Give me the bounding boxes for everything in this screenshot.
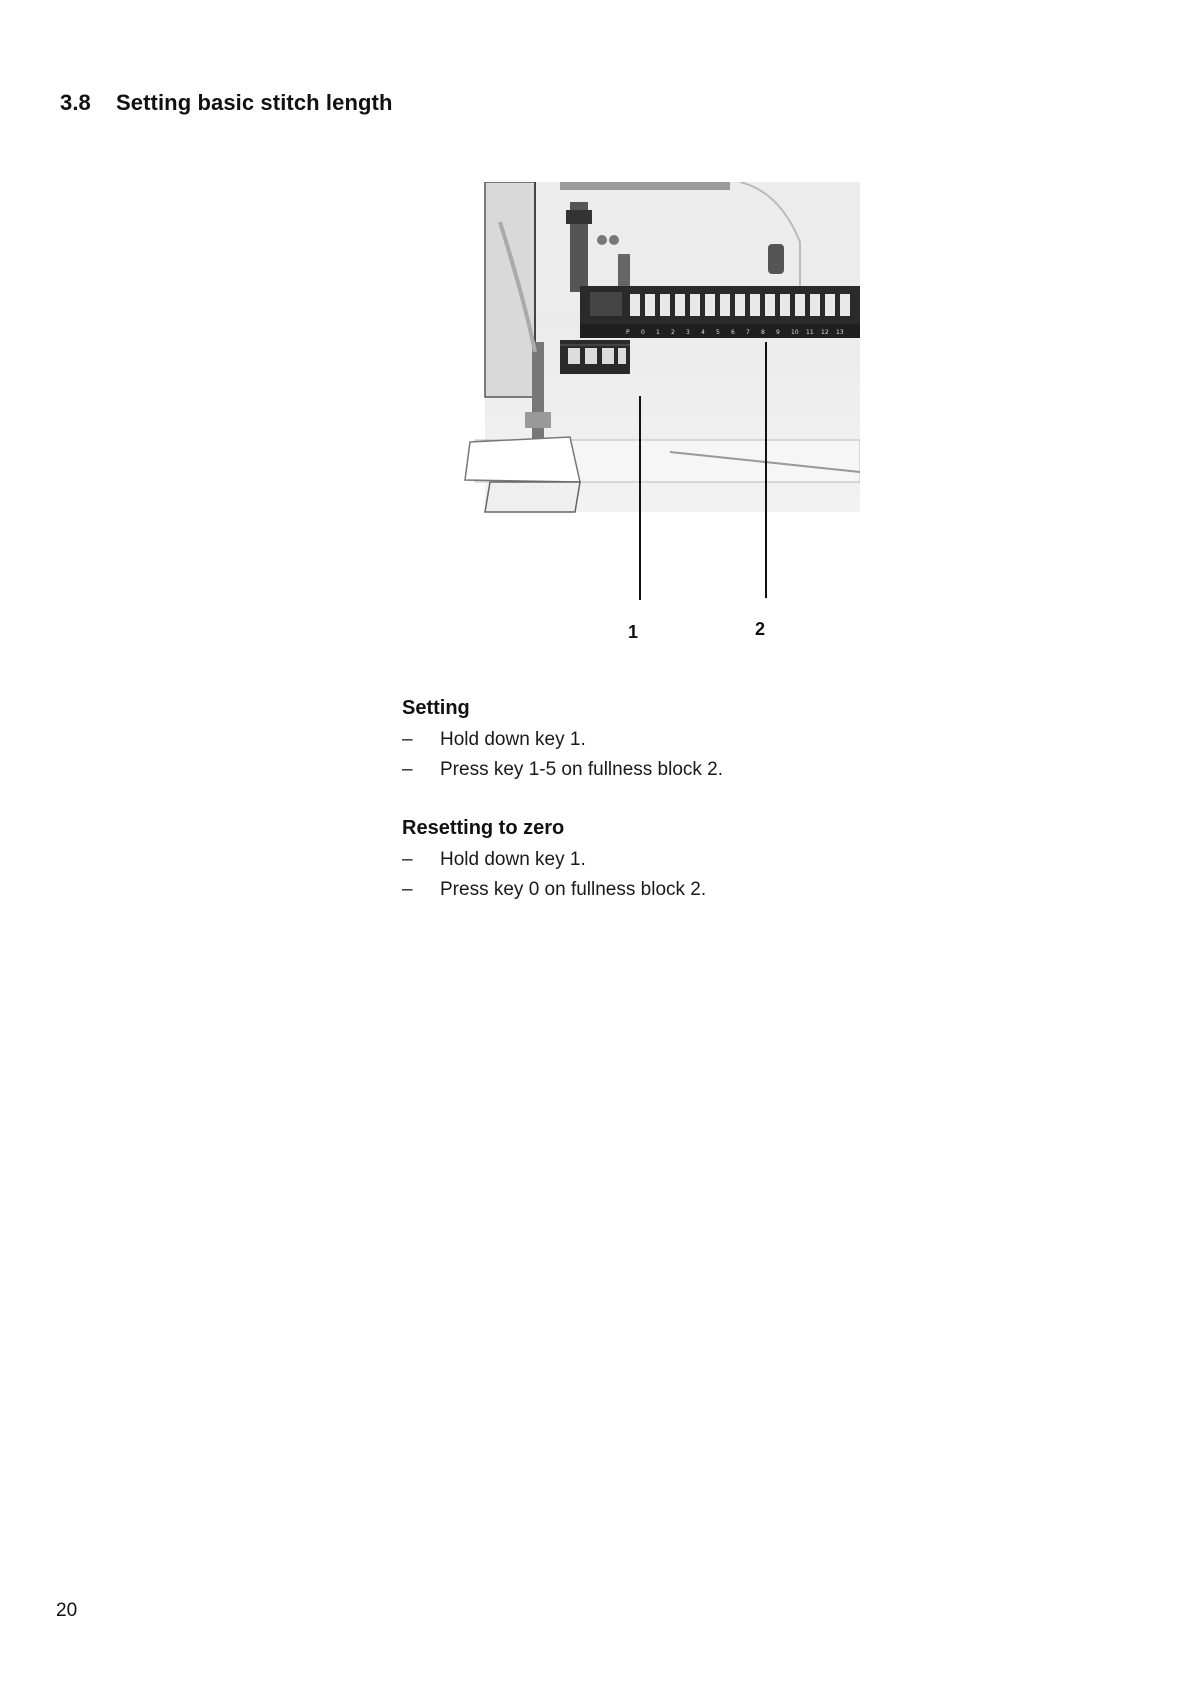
dash: – [402,729,413,750]
panel-key-label: 7 [746,329,750,336]
panel-key-label: 9 [776,329,780,336]
panel-key-label: 11 [806,329,814,336]
panel-key-label: 0 [641,329,645,336]
setting-step-2 [402,759,723,781]
section-number: 3.8 [60,90,91,115]
panel-key-label: P [626,329,630,336]
panel-key-label: 10 [791,329,799,336]
callout-2: 2 [755,619,766,639]
panel-key-label: 3 [686,329,690,336]
section-title: Setting basic stitch length [116,90,393,115]
setting-title: Setting [402,697,470,719]
panel-key-label: 13 [836,329,844,336]
panel-key-label: 2 [671,329,675,336]
dash: – [402,759,413,780]
dash: – [402,849,413,870]
reset-step-1 [402,849,586,871]
step-text: Hold down key 1. [440,729,586,750]
reset-step-2 [402,879,706,901]
callout-1: 1 [628,622,639,642]
dash: – [402,879,413,900]
panel-key-label: 5 [716,329,720,336]
panel-key-label: 6 [731,329,735,336]
panel-key-label: 4 [701,329,705,336]
step-text: Press key 1-5 on fullness block 2. [440,759,724,780]
reset-title: Resetting to zero [402,817,565,839]
step-text: Press key 0 on fullness block 2. [440,879,707,900]
setting-step-1 [402,729,586,751]
page-number: 20 [56,1600,78,1621]
panel-key-label: 1 [656,329,660,336]
panel-key-label: 8 [761,329,765,336]
step-text: Hold down key 1. [440,849,586,870]
panel-key-label: 12 [821,329,829,336]
